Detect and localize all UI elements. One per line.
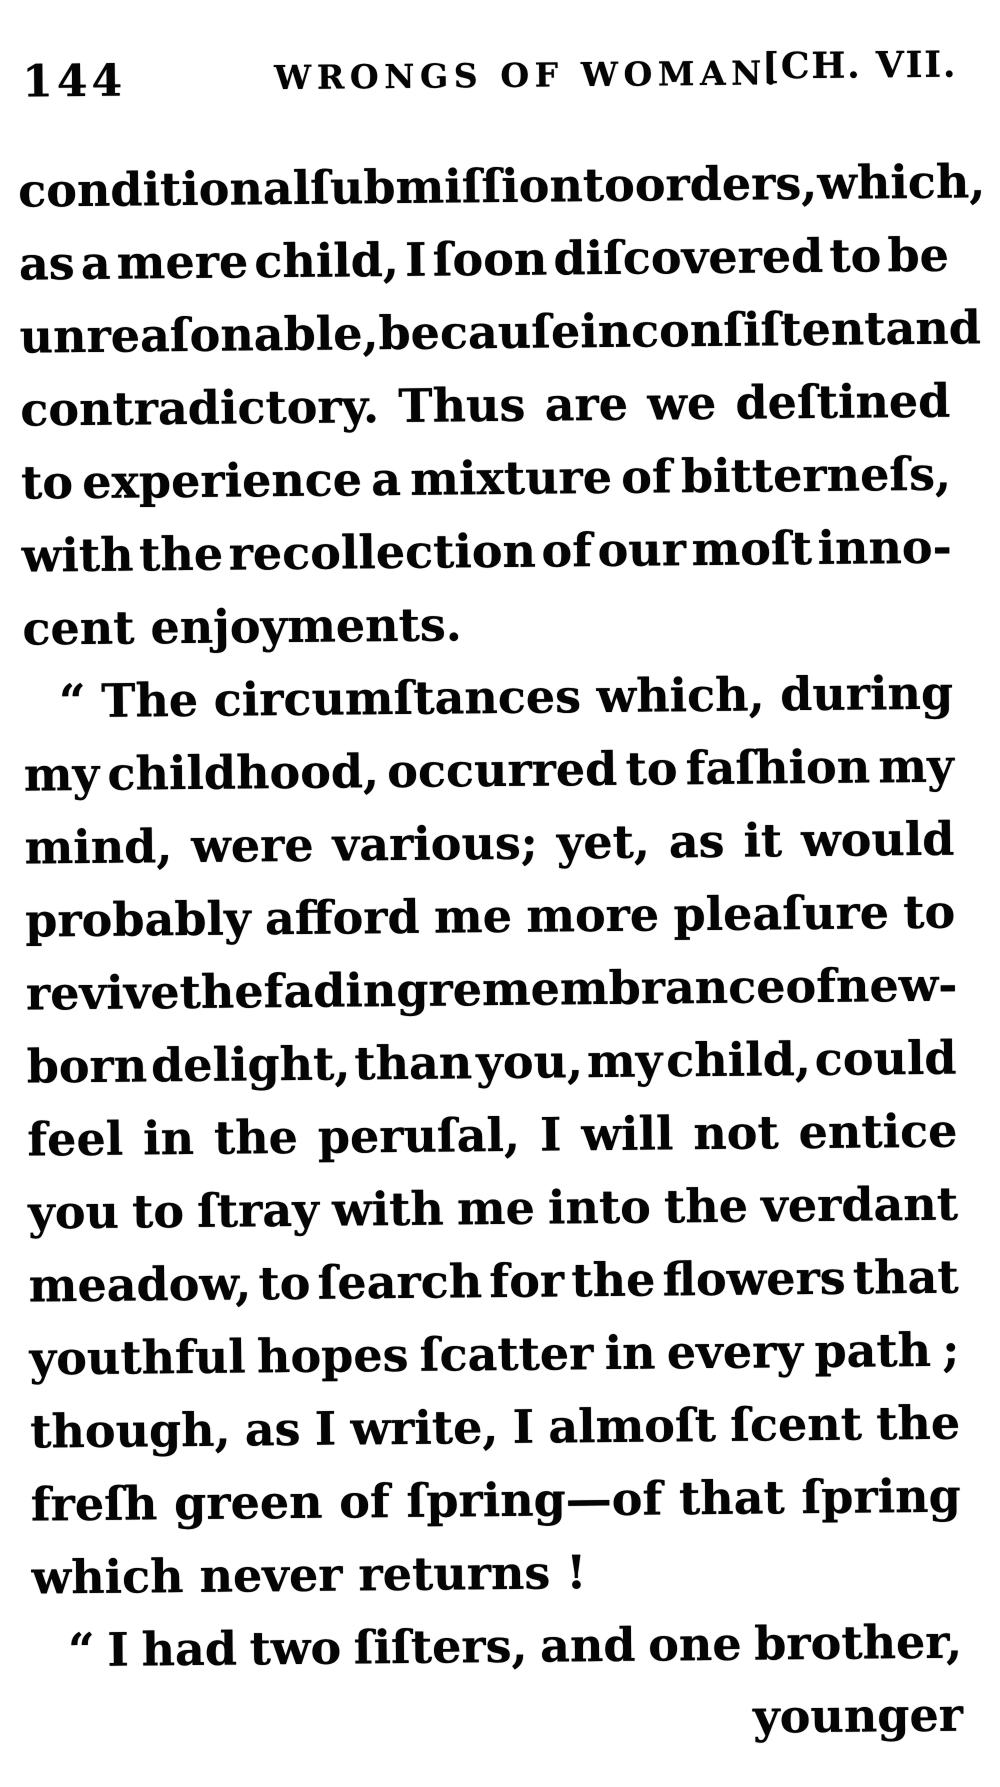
text-line [29, 1314, 960, 1396]
word: becauſe [378, 304, 581, 361]
word: mixture [410, 449, 613, 506]
text-line [26, 949, 957, 1031]
word: the [663, 1178, 749, 1234]
word: born [26, 1038, 148, 1094]
word: revive [25, 965, 180, 1021]
word: will [581, 1106, 674, 1162]
word: not [693, 1105, 779, 1161]
word: fading [263, 962, 429, 1019]
word: ſcatter [419, 1326, 594, 1382]
word: youthful [29, 1329, 246, 1386]
word: ; [942, 1322, 960, 1377]
word: which, [817, 154, 986, 210]
text-line [31, 1460, 962, 1542]
text-line [28, 1241, 959, 1323]
word: ſcent [729, 1396, 863, 1452]
word: freſh [30, 1476, 158, 1532]
word: Thus [398, 377, 526, 433]
word: inno- [817, 519, 952, 575]
word: mind, [24, 819, 173, 875]
word: almoſt [548, 1397, 717, 1454]
word: path [814, 1322, 932, 1379]
page-lines [17, 146, 986, 1761]
word: to [20, 455, 74, 510]
word: could [814, 1030, 957, 1086]
word: peruſal, [317, 1107, 521, 1164]
word: to [625, 741, 678, 796]
word: though, [29, 1402, 231, 1459]
word: you [27, 1184, 120, 1240]
catchword: younger [752, 1687, 964, 1744]
word: my [878, 738, 955, 794]
word: with [331, 1181, 445, 1237]
text-line [19, 292, 982, 374]
word: recollection [228, 523, 537, 581]
word: moſt [691, 520, 813, 577]
word: my [586, 1033, 663, 1089]
word: the [213, 1109, 299, 1165]
text-line: which never returns ! [31, 1545, 587, 1605]
word: ſpring—of [406, 1471, 663, 1528]
word: I [107, 1622, 130, 1677]
word: flowers [662, 1250, 846, 1307]
word: of [339, 1474, 391, 1529]
word: afford [264, 889, 420, 946]
word: child, [254, 232, 400, 289]
word: contradictory. [20, 379, 380, 437]
word: conditional [17, 160, 311, 218]
word: were [190, 817, 314, 873]
text-line [25, 876, 956, 958]
word: had [141, 1621, 238, 1677]
word: I [539, 1107, 562, 1162]
text-line [30, 1387, 961, 1469]
word: remembrance [428, 959, 786, 1017]
word: the [138, 526, 224, 582]
text-line [32, 1606, 963, 1688]
word: into [547, 1179, 652, 1235]
word: to [903, 884, 956, 940]
word: me [456, 1180, 536, 1236]
text-line [24, 730, 955, 812]
word: probably [25, 891, 251, 948]
word: feel [27, 1111, 124, 1167]
word: diſcovered [553, 228, 824, 286]
running-header [0, 0, 993, 145]
word: orders, [634, 155, 818, 212]
text-line [28, 1168, 959, 1250]
word: the [179, 964, 264, 1020]
chapter-marker: [CH. VII. [761, 43, 958, 88]
word: the [571, 1252, 656, 1308]
word: to [131, 1184, 185, 1239]
word: for [489, 1253, 565, 1309]
word: than [354, 1035, 473, 1091]
word: my [23, 746, 100, 802]
word: we [647, 375, 717, 431]
word: I [512, 1399, 535, 1454]
word: and [539, 1617, 636, 1673]
word: verdant [760, 1176, 959, 1233]
word: of [785, 958, 837, 1014]
word: during [779, 665, 954, 722]
word: a [80, 235, 111, 290]
word: deſtined [735, 373, 951, 430]
word: to [258, 1255, 311, 1311]
word: more [526, 887, 660, 943]
word: ſearch [317, 1254, 483, 1310]
word: “ [58, 673, 86, 729]
text-line [20, 365, 951, 447]
word: meadow, [28, 1256, 252, 1313]
running-title: WRONGS OF WOMAN. [273, 53, 783, 98]
word: with [21, 527, 134, 583]
text-line [23, 657, 954, 739]
word: that [678, 1470, 785, 1526]
word: ſoon [432, 231, 548, 287]
word: entice [798, 1103, 958, 1160]
word: one [647, 1616, 742, 1672]
word: write, [350, 1400, 499, 1456]
text-line [19, 219, 950, 301]
word: “ [68, 1622, 95, 1678]
text-line [21, 511, 952, 593]
word: every [666, 1324, 804, 1380]
word: child, [666, 1032, 812, 1088]
text-line [17, 146, 986, 228]
text-line [26, 1022, 957, 1104]
word: delight, [150, 1036, 351, 1093]
word: inconſiſtent [579, 301, 886, 359]
page-number: 144 [21, 55, 127, 108]
word: the [875, 1395, 961, 1451]
word: ſubmiſſion [309, 158, 584, 215]
word: I [314, 1401, 337, 1456]
word: a [370, 451, 402, 507]
word: occurred [387, 741, 618, 799]
word: which, [596, 667, 765, 724]
word: childhood, [107, 744, 380, 801]
word: yet, [556, 814, 651, 870]
word: unreaſonable, [19, 306, 379, 364]
word: ſtray [196, 1182, 320, 1238]
word: circumſtances [213, 669, 582, 727]
word: bitterneſs, [680, 446, 952, 504]
word: as [668, 813, 725, 869]
word: to [582, 157, 636, 213]
word: mere [116, 234, 249, 290]
word: are [544, 376, 629, 432]
word: ſiſters, [353, 1618, 528, 1675]
word: in [604, 1325, 656, 1381]
word: that [852, 1249, 959, 1305]
word: various; [332, 815, 539, 872]
word: ſpring [801, 1468, 962, 1525]
word: to [829, 228, 882, 283]
word: new- [835, 957, 958, 1013]
word: would [800, 811, 955, 868]
word: in [142, 1110, 195, 1166]
word: brother, [753, 1614, 963, 1671]
word: our [597, 522, 687, 578]
word: I [404, 232, 427, 287]
word: of [621, 449, 673, 504]
word: pleaſure [673, 885, 890, 942]
word: it [743, 813, 783, 868]
word: as [244, 1401, 301, 1457]
text-line [24, 803, 955, 885]
word: as [18, 236, 75, 291]
text-line [21, 438, 952, 520]
word: hopes [256, 1327, 409, 1384]
text-line: cent enjoyments. [22, 597, 462, 656]
word: faſhion [685, 739, 871, 796]
word: green [173, 1474, 323, 1531]
word: be [887, 227, 950, 283]
word: two [249, 1620, 342, 1676]
text-line [27, 1095, 958, 1177]
word: experience [81, 452, 363, 509]
word: you, [475, 1034, 584, 1090]
word: and [885, 300, 982, 356]
word: me [433, 888, 513, 944]
word: of [541, 523, 593, 578]
word: The [100, 672, 199, 728]
